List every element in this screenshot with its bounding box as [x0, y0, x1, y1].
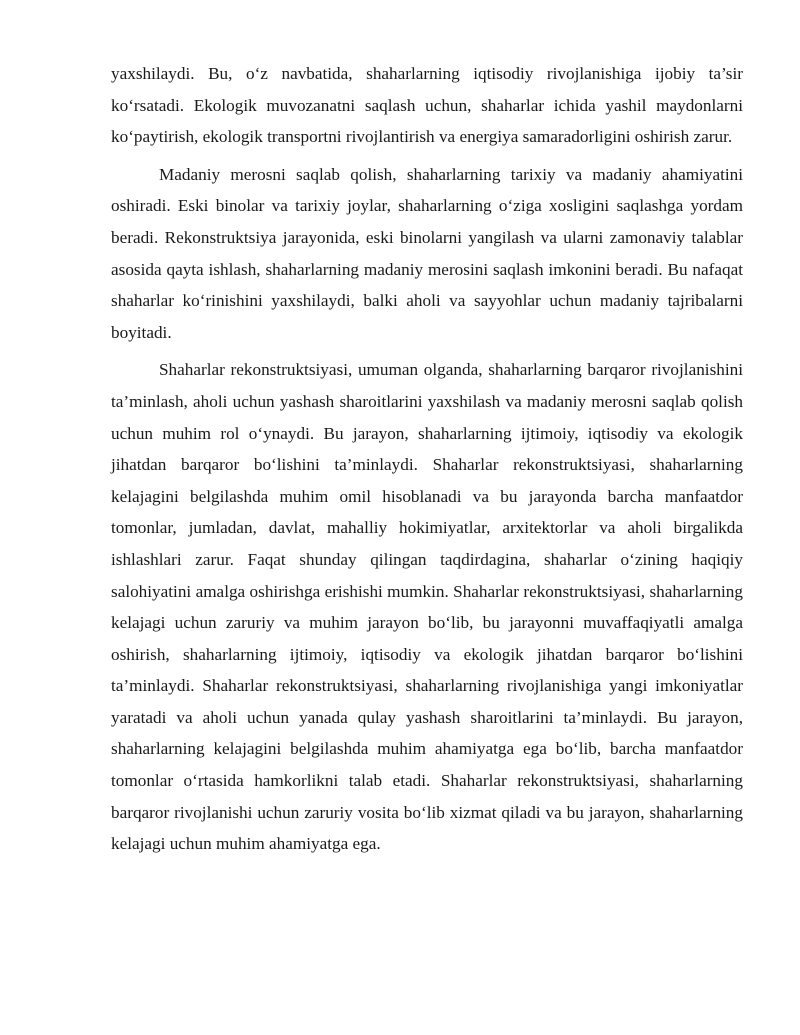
paragraph-2: Madaniy merosni saqlab qolish, shaharlarning tarixiy va madaniy ahamiyatini oshiradi. Eski binolar va tarixiy joylar, shaharlarning o‘ziga xosligini saqlashga yordam beradi. Rekonstruktsiya jarayonida, eski binolarni yangilash va ularni zamonaviy talablar asosida qayta ishlash, shaharlarning madaniy merosini saqlash imkonini beradi. Bu nafaqat shaharlar ko‘rinishini yaxshilaydi, balki aholi va sayyohlar uchun madaniy tajribalarni boyitadi. — [111, 164, 743, 342]
paragraph-3: Shaharlar rekonstruktsiyasi, umuman olganda, shaharlarning barqaror rivojlanishini ta’minlash, aholi uchun yashash sharoitlarini yaxshilash va madaniy merosni saqlab qolish uchun muhim rol o‘ynaydi. Bu jarayon, shaharlarning ijtimoiy, iqtisodiy va ekologik jihatdan barqaror bo‘lishini ta’minlaydi. Shaharlar rekonstruktsiyasi, shaharlarning kelajagini belgilashda muhim omil hisoblanadi va bu jarayonda barcha manfaatdor tomonlar, jumladan, davlat, mahalliy hokimiyatlar, arxitektorlar va aholi birgalikda ishlashlari zarur. Faqat shunday qilingan taqdirdagina, shaharlar o‘zining haqiqiy salohiyatini amalga oshirishga erishishi mumkin. Shaharlar rekonstruktsiyasi, shaharlarning kelajagi uchun zaruriy va muhim jarayon bo‘lib, bu jarayonni muvaffaqiyatli amalga oshirish, shaharlarning ijtimoiy, iqtisodiy va ekologik jihatdan barqaror bo‘lishini ta’minlaydi. Shaharlar rekonstruktsiyasi, shaharlarning rivojlanishiga yangi imkoniyatlar yaratadi va aholi uchun yanada qulay yashash sharoitlarini ta’minlaydi. Bu jarayon, shaharlarning kelajagini belgilashda muhim ahamiyatga ega bo‘lib, barcha manfaatdor tomonlar o‘rtasida hamkorlikni talab etadi. Shaharlar rekonstruktsiyasi, shaharlarning barqaror rivojlanishi uchun zaruriy vosita bo‘lib xizmat qiladi va bu jarayon, shaharlarning kelajagi uchun muhim ahamiyatga ega. — [111, 360, 743, 854]
paragraph-1: yaxshilaydi. Bu, o‘z navbatida, shaharlarning iqtisodiy rivojlanishiga ijobiy ta’sir ko‘rsatadi. Ekologik muvozanatni saqlash uchun, shaharlar ichida yashil maydonlarni ko‘paytirish, ekologik transportni rivojlantirish va energiya samaradorligini oshirish zarur. — [111, 64, 743, 147]
document-page — [111, 58, 743, 866]
